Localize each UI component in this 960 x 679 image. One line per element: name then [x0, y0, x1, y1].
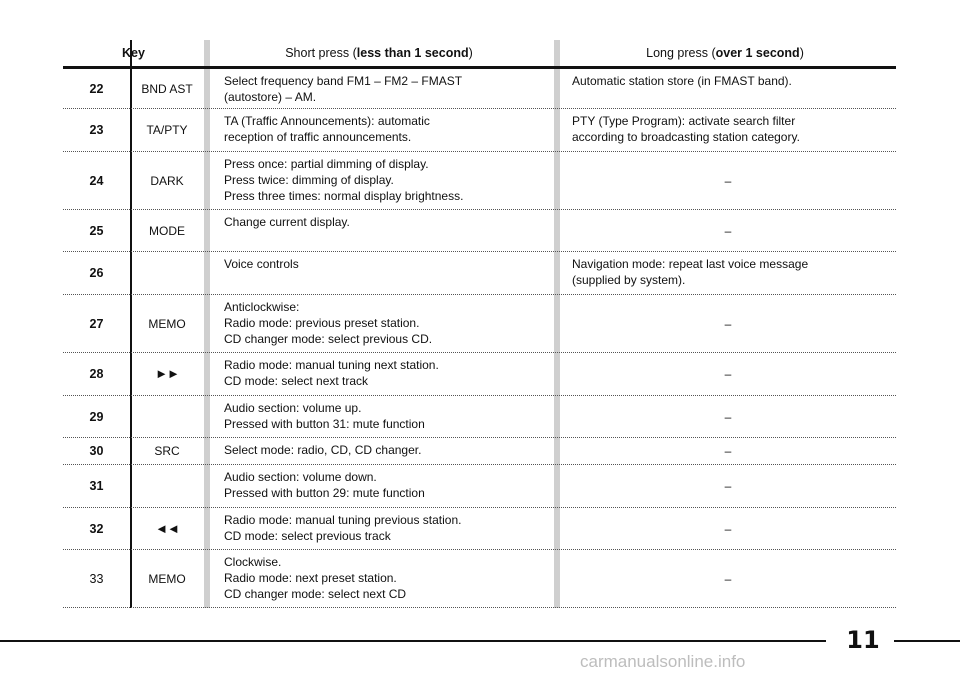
- page-number: 11: [846, 626, 880, 654]
- short-press-description: [210, 438, 554, 464]
- long-press-description: [560, 69, 896, 108]
- header-long-press: Long press ( over 1 second ): [646, 46, 804, 60]
- description-line: CD mode: select next track: [224, 374, 369, 388]
- description-line: Clockwise.: [224, 555, 282, 569]
- long-press-description: [560, 152, 896, 209]
- key-label: [130, 396, 204, 437]
- key-label: ►►: [155, 366, 179, 381]
- description-line: Voice controls: [224, 257, 299, 271]
- short-press-description: [210, 69, 554, 108]
- key-label: MODE: [149, 223, 185, 238]
- header-short-press: Short press ( less than 1 second ): [285, 46, 473, 60]
- table-header: [63, 40, 896, 69]
- description-line: Audio section: volume down.: [224, 470, 377, 484]
- no-function-dash: –: [724, 521, 732, 536]
- short-press-description: [210, 550, 554, 607]
- description-line: Radio mode: manual tuning next station.: [224, 358, 439, 372]
- key-label: TA/PTY: [146, 123, 188, 137]
- key-number: 26: [89, 266, 104, 280]
- description-line: Press once: partial dimming of display.: [224, 157, 429, 171]
- footer-rule-right: [894, 640, 960, 642]
- key-number: 27: [89, 316, 104, 331]
- description-line: Press twice: dimming of display.: [224, 173, 394, 187]
- key-label: [130, 465, 204, 507]
- description-line: reception of traffic announcements.: [224, 130, 412, 144]
- short-press-description: [210, 152, 554, 209]
- description-line: CD mode: select previous track: [224, 529, 391, 543]
- key-number: 23: [89, 123, 104, 137]
- table-row: [63, 353, 896, 396]
- no-function-dash: –: [724, 571, 732, 586]
- key-number: 32: [89, 521, 104, 536]
- description-line: Navigation mode: repeat last voice message: [572, 257, 809, 271]
- description-line: Pressed with button 29: mute function: [224, 486, 425, 500]
- description-line: Anticlockwise:: [224, 300, 300, 314]
- table-row: [63, 396, 896, 438]
- short-press-description: [210, 109, 554, 151]
- key-label: ◄◄: [155, 520, 179, 536]
- no-function-dash: –: [724, 316, 732, 331]
- no-function-dash: –: [724, 367, 732, 381]
- key-label: [130, 252, 204, 294]
- no-function-dash: –: [724, 444, 732, 458]
- table-row: [63, 109, 896, 152]
- key-number: 29: [89, 409, 104, 424]
- description-line: TA (Traffic Announcements): automatic: [224, 114, 430, 128]
- long-press-description: [560, 252, 896, 294]
- description-line: (autostore) – AM.: [224, 90, 317, 104]
- table-row: [63, 69, 896, 109]
- table-row: [63, 152, 896, 210]
- long-press-description: [560, 508, 896, 549]
- key-number: 22: [89, 81, 104, 96]
- long-press-description: [560, 550, 896, 607]
- key-label: MEMO: [148, 316, 186, 331]
- key-number: 28: [89, 367, 104, 381]
- key-number: 31: [89, 479, 104, 493]
- watermark: carmanualsonline.info: [580, 652, 746, 671]
- table-row: [63, 295, 896, 353]
- key-label: BND AST: [141, 81, 193, 96]
- no-function-dash: –: [724, 223, 732, 238]
- long-press-description: [560, 210, 896, 251]
- header-key: Key: [122, 46, 145, 60]
- description-line: Select frequency band FM1 – FM2 – FMAST: [224, 74, 463, 88]
- key-number: 25: [89, 223, 104, 238]
- footer-rule-left: [0, 640, 826, 642]
- controls-table: [63, 40, 896, 608]
- description-line: according to broadcasting station category.: [572, 130, 800, 144]
- long-press-description: [560, 109, 896, 151]
- key-label: MEMO: [148, 571, 186, 586]
- table-row: [63, 438, 896, 465]
- short-press-description: [210, 508, 554, 549]
- table-row: [63, 210, 896, 252]
- long-press-description: [560, 353, 896, 395]
- short-press-description: [210, 295, 554, 352]
- no-function-dash: –: [724, 409, 732, 424]
- key-label: DARK: [150, 173, 184, 188]
- short-press-description: [210, 353, 554, 395]
- key-number: 30: [89, 444, 104, 458]
- description-line: CD changer mode: select next CD: [224, 587, 407, 601]
- long-press-description: [560, 465, 896, 507]
- long-press-description: [560, 396, 896, 437]
- long-press-description: [560, 438, 896, 464]
- description-line: Automatic station store (in FMAST band).: [572, 74, 792, 88]
- description-line: Select mode: radio, CD, CD changer.: [224, 443, 422, 457]
- short-press-description: [210, 252, 554, 294]
- key-label: SRC: [154, 444, 180, 458]
- description-line: Radio mode: manual tuning previous station.: [224, 513, 462, 527]
- description-line: (supplied by system).: [572, 273, 686, 287]
- description-line: Audio section: volume up.: [224, 401, 362, 415]
- short-press-description: [210, 465, 554, 507]
- description-line: Press three times: normal display brightness.: [224, 189, 464, 203]
- key-number: 24: [89, 173, 104, 188]
- long-press-description: [560, 295, 896, 352]
- table-row: [63, 465, 896, 508]
- no-function-dash: –: [724, 479, 732, 493]
- description-line: CD changer mode: select previous CD.: [224, 332, 433, 346]
- table-row: [63, 508, 896, 550]
- short-press-description: [210, 396, 554, 437]
- table-row: [63, 252, 896, 295]
- description-line: Radio mode: next preset station.: [224, 571, 397, 585]
- description-line: Pressed with button 31: mute function: [224, 417, 425, 431]
- short-press-description: [210, 210, 554, 251]
- no-function-dash: –: [724, 173, 732, 188]
- table-body: [63, 69, 896, 608]
- table-row: [63, 550, 896, 608]
- description-line: Change current display.: [224, 215, 350, 229]
- description-line: PTY (Type Program): activate search filter: [572, 114, 796, 128]
- description-line: Radio mode: previous preset station.: [224, 316, 420, 330]
- key-number: 33: [89, 571, 104, 586]
